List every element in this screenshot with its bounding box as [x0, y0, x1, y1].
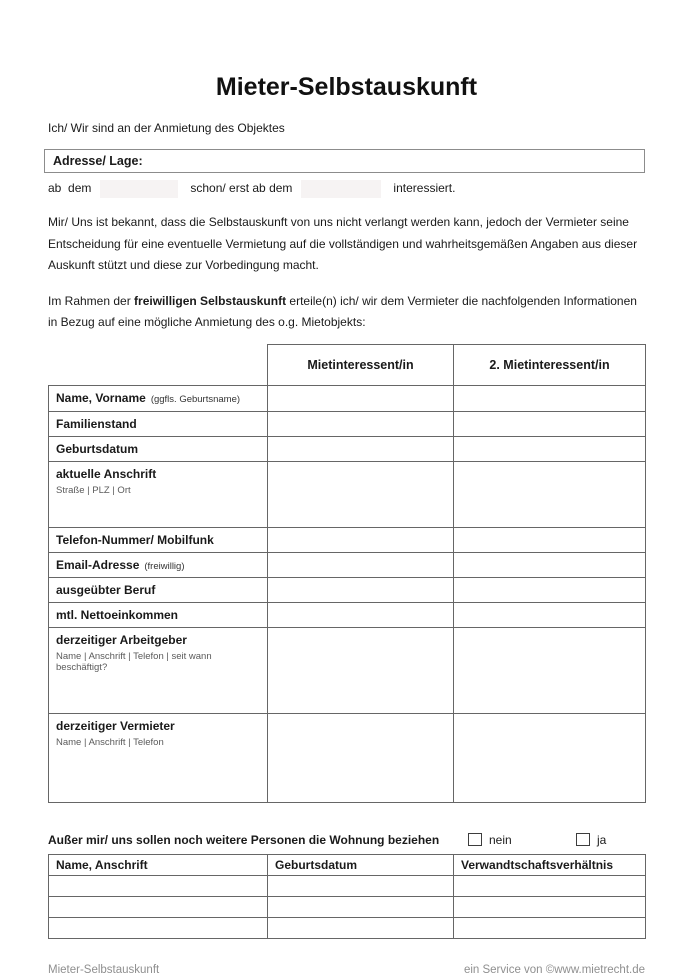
table-row-name: [49, 385, 646, 411]
applicant1-cell[interactable]: [268, 461, 454, 527]
table-row-employer: [49, 627, 646, 713]
row-note: (freiwillig): [144, 560, 185, 572]
column-header-applicant2: 2. Mietinteressent/in: [454, 344, 646, 385]
person-relation-cell[interactable]: [454, 875, 646, 896]
voluntary-paragraph: [48, 291, 645, 334]
person-row: [49, 896, 646, 917]
table-row-birthdate: [49, 436, 646, 461]
applicant1-cell[interactable]: [268, 627, 454, 713]
person-name-cell[interactable]: [49, 917, 268, 938]
form-content: [48, 0, 645, 976]
checkbox-nein-label: nein: [489, 832, 512, 847]
row-note: (ggfls. Geburtsname): [150, 393, 241, 405]
applicant2-cell[interactable]: [454, 436, 646, 461]
option-nein: [468, 833, 512, 847]
applicant2-cell[interactable]: [454, 552, 646, 577]
voluntary-paragraph-pre: Im Rahmen der: [48, 293, 135, 308]
additional-persons-label: Außer mir/ uns sollen noch weitere Personen die Wohnung beziehen: [48, 832, 440, 847]
person-row: [49, 917, 646, 938]
row-label: mtl. Nettoeinkommen: [56, 607, 179, 622]
additional-persons-heading: [48, 833, 645, 850]
table-header-row: [49, 344, 646, 385]
person-name-cell[interactable]: [49, 896, 268, 917]
applicant2-cell[interactable]: [454, 602, 646, 627]
corner-cell: [49, 344, 268, 385]
applicant1-cell[interactable]: [268, 411, 454, 436]
person-birthdate-cell[interactable]: [268, 896, 454, 917]
date-line-suffix: interessiert.: [393, 181, 456, 195]
table-row-marital-status: [49, 411, 646, 436]
person-birthdate-cell[interactable]: [268, 875, 454, 896]
table-row-net-income: [49, 602, 646, 627]
row-label: ausgeübter Beruf: [56, 582, 156, 597]
applicant1-cell[interactable]: [268, 552, 454, 577]
row-label: Telefon-Nummer/ Mobilfunk: [56, 532, 214, 547]
table-row-current-landlord: [49, 713, 646, 802]
disclosure-paragraph: Mir/ Uns ist bekannt, dass die Selbstauskunft von uns nicht verlangt werden kann, jedoch der Vermieter seine Entscheidung für eine eventuelle Vermietung auf die vollständigen und wahrheitsgemäßen Angaben aus dieser Auskunft stützt und diese zur Vorbedingung macht.: [48, 215, 638, 272]
row-label: aktuelle Anschrift: [56, 466, 157, 481]
persons-header-row: [49, 854, 646, 875]
applicant2-cell[interactable]: [454, 385, 646, 411]
voluntary-paragraph-bold: freiwilligen Selbstauskunft: [134, 293, 287, 308]
date-line-prefix: ab dem: [48, 181, 92, 195]
column-header-applicant1: Mietinteressent/in: [268, 344, 454, 385]
row-label: derzeitiger Vermieter: [56, 718, 175, 733]
alt-move-in-date-field[interactable]: [301, 180, 381, 198]
row-note: Name | Anschrift | Telefon: [56, 736, 164, 748]
table-row-profession: [49, 577, 646, 602]
persons-column-relation: Verwandtschaftsverhältnis: [454, 854, 646, 875]
page-footer: [48, 964, 645, 976]
row-label: Familienstand: [56, 416, 137, 431]
checkbox-ja-label: ja: [597, 832, 607, 847]
applicant1-cell[interactable]: [268, 602, 454, 627]
form-title: Mieter-Selbstauskunft: [215, 73, 478, 101]
row-label: Name, Vorname: [56, 390, 146, 405]
footer-service-credit: ein Service von ©www.mietrecht.de: [463, 963, 645, 976]
date-line-middle: schon/ erst ab dem: [190, 181, 293, 195]
voluntary-paragraph-post: erteile(n) ich/ wir dem Vermieter die nachfolgenden Informationen in Bezug auf eine mögliche Anmietung des o.g. Mietobjekts:: [48, 293, 637, 329]
applicant2-cell[interactable]: [454, 577, 646, 602]
move-in-date-line: [48, 179, 645, 198]
row-label: Geburtsdatum: [56, 441, 139, 456]
applicant2-cell[interactable]: [454, 411, 646, 436]
checkbox-ja[interactable]: [576, 833, 590, 846]
applicant-table: [48, 344, 646, 803]
persons-column-birthdate: Geburtsdatum: [268, 854, 454, 875]
applicant1-cell[interactable]: [268, 713, 454, 802]
person-relation-cell[interactable]: [454, 917, 646, 938]
applicant2-cell[interactable]: [454, 527, 646, 552]
checkbox-nein[interactable]: [468, 833, 482, 846]
row-note: Name | Anschrift | Telefon | seit wann beschäftigt?: [56, 650, 212, 673]
person-birthdate-cell[interactable]: [268, 917, 454, 938]
row-label: derzeitiger Arbeitgeber: [56, 632, 187, 647]
applicant1-cell[interactable]: [268, 436, 454, 461]
address-box: [44, 149, 645, 173]
row-note: Straße | PLZ | Ort: [56, 484, 131, 496]
table-row-phone: [49, 527, 646, 552]
move-in-date-field[interactable]: [100, 180, 178, 198]
applicant1-cell[interactable]: [268, 527, 454, 552]
intro-text: Ich/ Wir sind an der Anmietung des Objektes: [48, 121, 285, 135]
footer-document-name: Mieter-Selbstauskunft: [48, 963, 160, 976]
applicant2-cell[interactable]: [454, 461, 646, 527]
persons-column-name: Name, Anschrift: [49, 854, 268, 875]
table-row-current-address: [49, 461, 646, 527]
table-row-email: [49, 552, 646, 577]
row-label: Email-Adresse: [56, 557, 140, 572]
person-row: [49, 875, 646, 896]
address-label: Adresse/ Lage:: [53, 154, 143, 168]
applicant2-cell[interactable]: [454, 627, 646, 713]
applicant1-cell[interactable]: [268, 385, 454, 411]
applicant2-cell[interactable]: [454, 713, 646, 802]
applicant1-cell[interactable]: [268, 577, 454, 602]
person-name-cell[interactable]: [49, 875, 268, 896]
address-field[interactable]: [151, 154, 636, 168]
person-relation-cell[interactable]: [454, 896, 646, 917]
option-ja: [576, 833, 606, 847]
additional-persons-table: [48, 854, 646, 939]
